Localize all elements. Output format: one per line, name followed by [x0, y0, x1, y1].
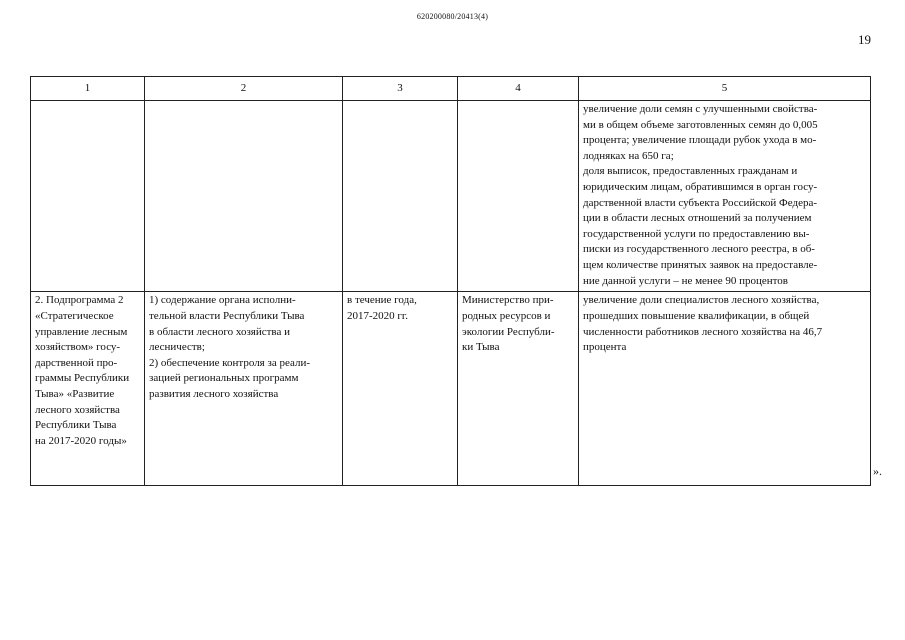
column-header-3: 3 [343, 77, 458, 101]
table-cell-period [343, 101, 458, 292]
closing-quote: ». [873, 464, 882, 478]
table-cell-results: увеличение доли семян с улучшенными свойства- ми в общем объеме заготовленных семян до 0,005 процента; увеличение площади рубок ухода в мо- лодняках на 650 га; доля выписок, предоставленных гражданам и юридическим лицам, обратившимся в орган госу- дарственной власти субъекта Российской Федера- ции в области лесных отношений за получением государственной услуги по предоставлению вы- писки из государственного лесного реестра, в об- щем количестве принятых заявок на предоставле- ние данной услуги – не менее 90 процентов [579, 101, 871, 292]
column-header-4: 4 [458, 77, 579, 101]
table-cell-program [31, 101, 145, 292]
column-header-2: 2 [145, 77, 343, 101]
table-cell-executor [458, 101, 579, 292]
table-row [31, 101, 871, 292]
column-header-5: 5 [579, 77, 871, 101]
document-code: 620200080/20413(4) [416, 12, 489, 21]
page-number: 19 [858, 32, 871, 47]
program-table [30, 76, 871, 486]
table-header-row [31, 77, 871, 101]
column-header-1: 1 [31, 77, 145, 101]
table-cell-period: в течение года, 2017-2020 гг. [343, 292, 458, 486]
table-cell-activities: 1) содержание органа исполни- тельной власти Республики Тыва в области лесного хозяйства и лесничеств; 2) обеспечение контроля за реали- зацией региональных программ развития лесного хозяйства [145, 292, 343, 486]
table-cell-activities [145, 101, 343, 292]
table-cell-program: 2. Подпрограмма 2 «Стратегическое управление лесным хозяйством» госу- дарственной про- граммы Республики Тыва» «Развитие лесного хозяйства Республики Тыва на 2017-2020 годы» [31, 292, 145, 486]
table-cell-results: увеличение доли специалистов лесного хозяйства, прошедших повышение квалификации, в общей численности работников лесного хозяйства на 46,7 процента [579, 292, 871, 486]
table-row [31, 292, 871, 486]
table-cell-executor: Министерство при- родных ресурсов и экологии Республи- ки Тыва [458, 292, 579, 486]
